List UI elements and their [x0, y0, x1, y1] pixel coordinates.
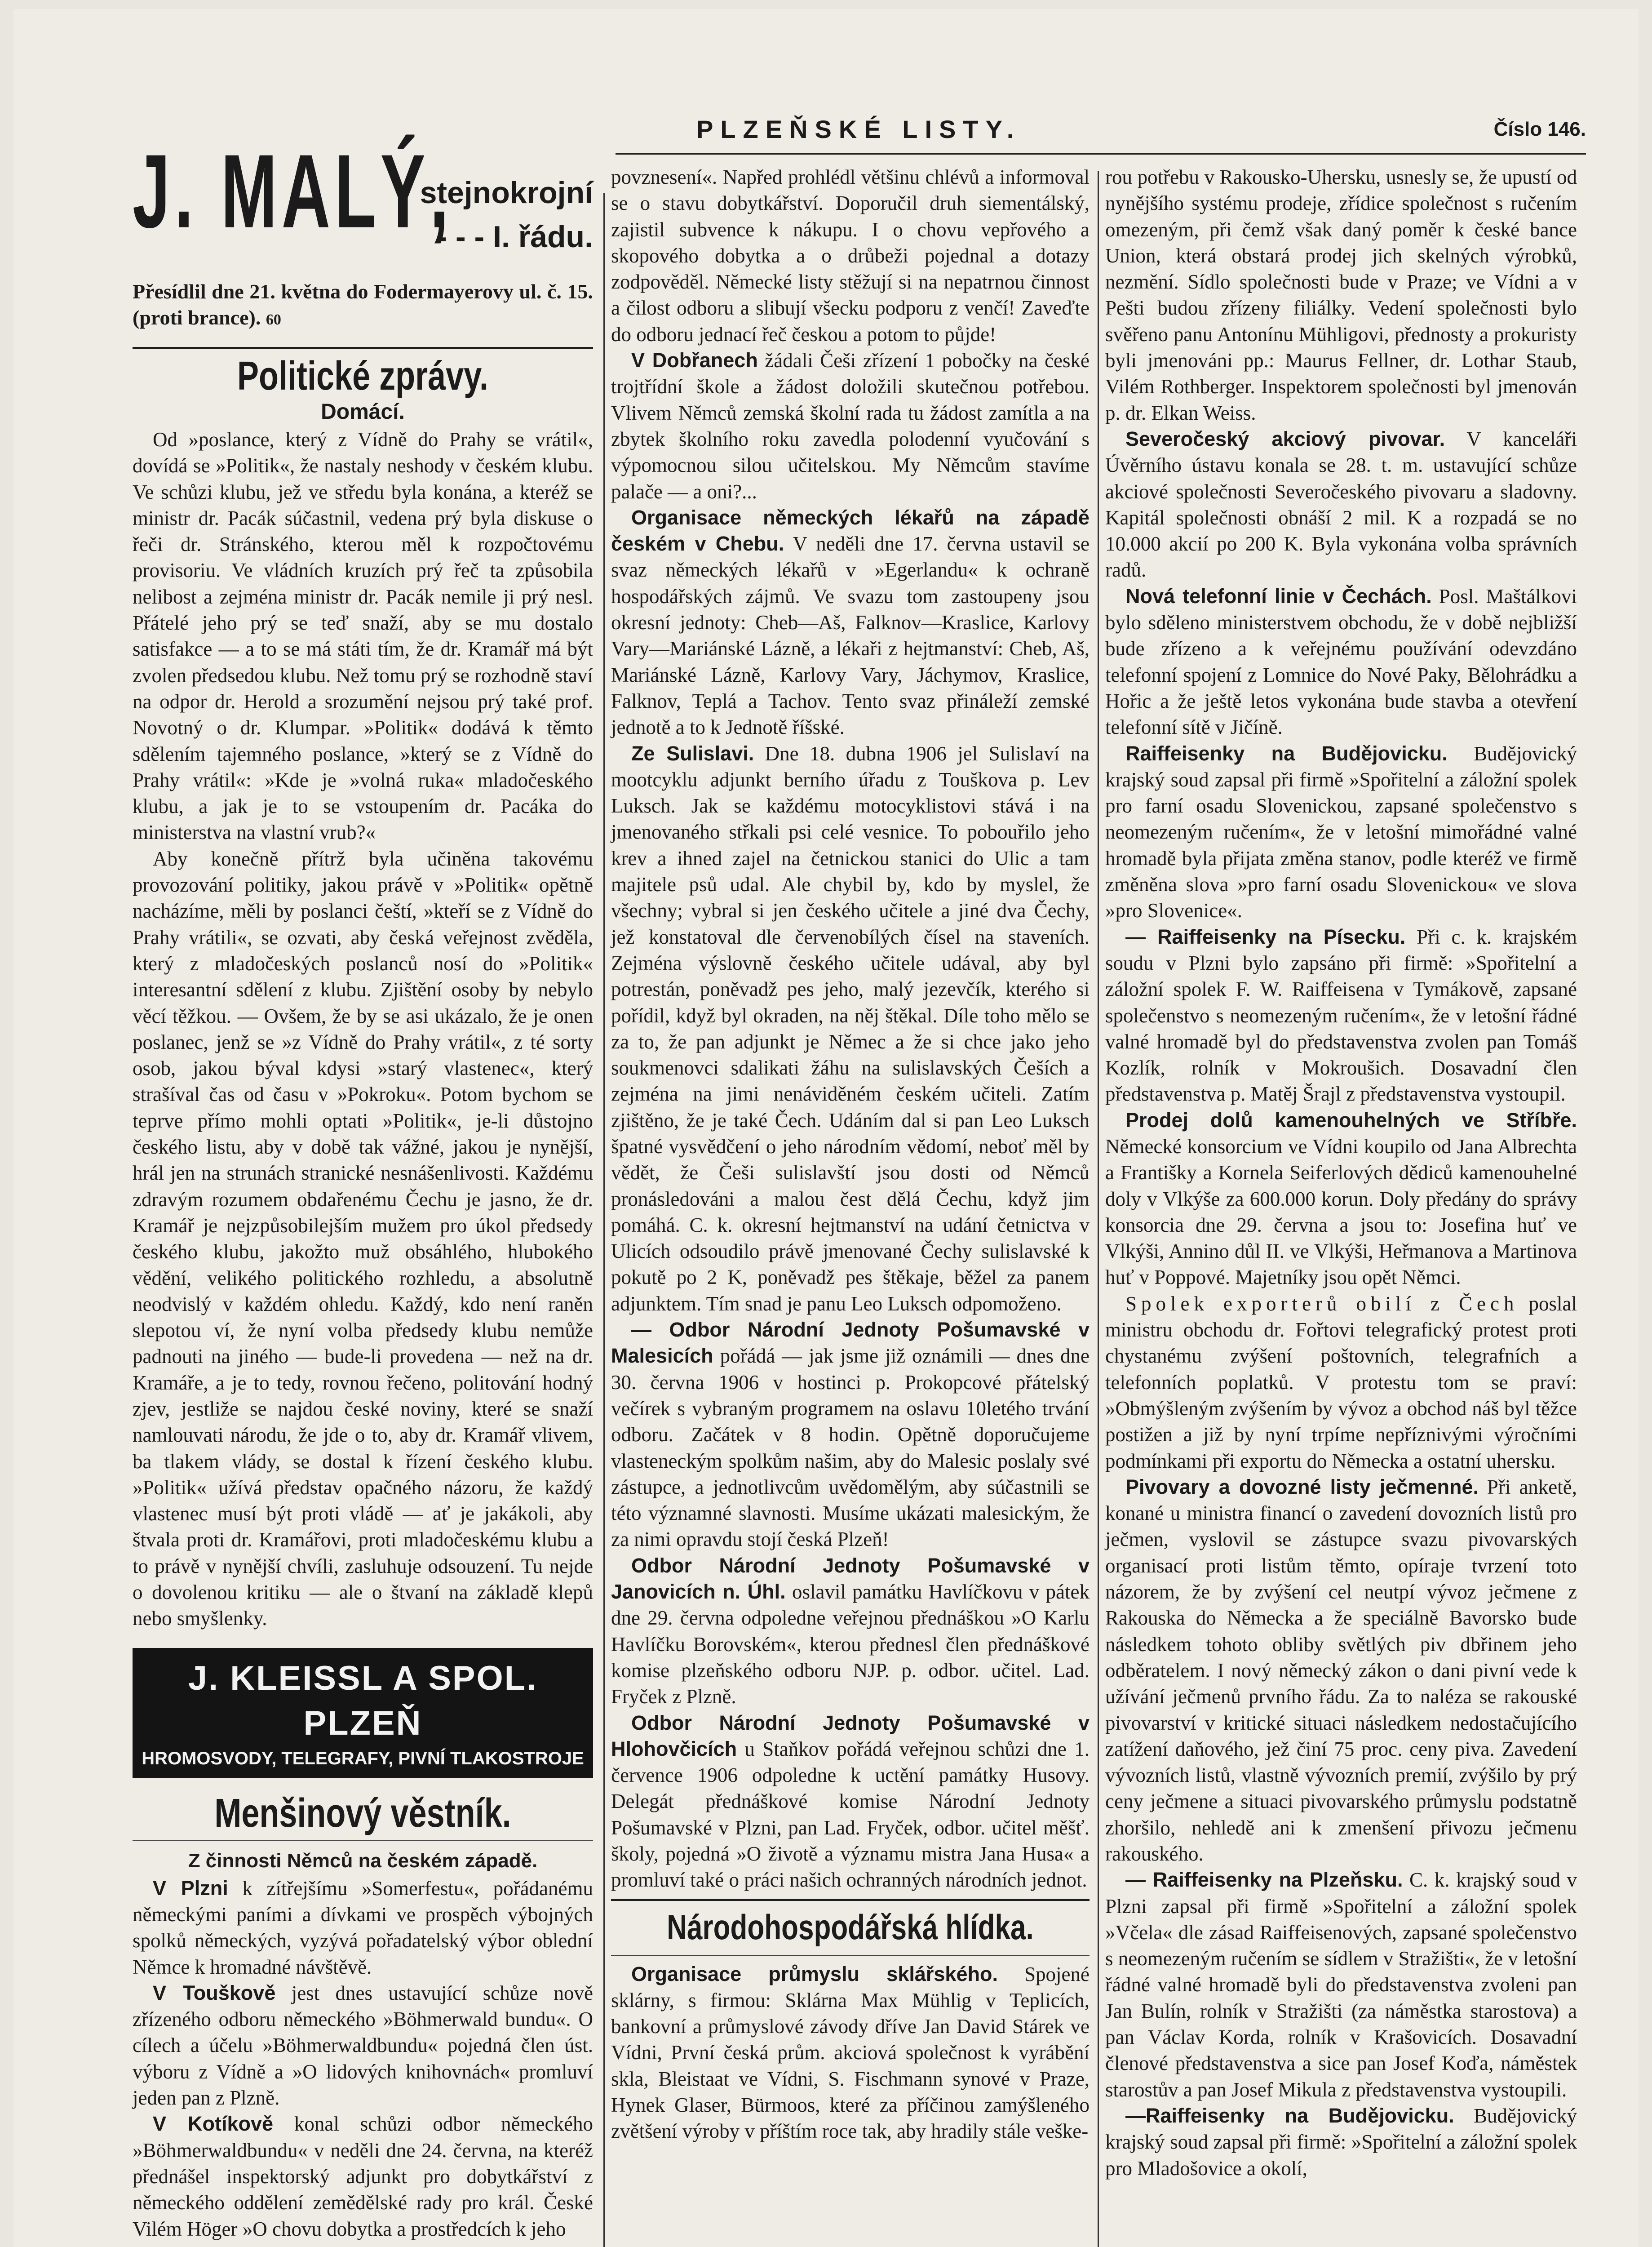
paragraph-lead: Pivovary a dovozné listy ječmenné.: [1125, 1475, 1479, 1498]
article-paragraph: [1105, 1867, 1577, 2103]
paragraph-text: u Staňkov pořádá veřejnou schůzi dne 1. července 1906 odpoledne k uctění památky Husovy. Delegát přednáškové komise Národní Jednoty Pošumavské v Plzni, pan Lad. Fryček, odbor. učitel měšť. školy, pojedná »O životě a významu mistra Jana Husa« a promluví také o práci našich ochranných národních jednot.: [611, 1737, 1090, 1892]
article-paragraph: [1105, 1107, 1577, 1291]
ad-maly-address-text: Přesídlil dne 21. května do Fodermayerovy ul. č. 15. (proti brance).: [133, 280, 593, 329]
article-paragraph: [611, 1317, 1090, 1553]
paragraph-lead: Odbor Národní Jednoty Pošumavské v Hlohovčicích: [611, 1711, 1090, 1760]
paragraph-lead: — Raiffeisenky na Písecku.: [1125, 925, 1406, 948]
paragraph-lead: V Plzni: [153, 1876, 228, 1900]
newspaper-page: [13, 9, 1639, 2247]
paragraph-text: poslal ministru obchodu dr. Fořtovi telegrafický protest proti chystanému zvýšení poštovních, telegrafních a telefonních poplatků. V protestu tom se praví: »Obmýšleným zvýšením by vývoz a obchod náš byl těžce postižen a již by nyní trpíme nepříznivými výročními podmínkami při exportu do Německa a ostatní uhersku.: [1105, 1292, 1577, 1472]
paragraph-text: V kanceláři Úvěrního ústavu konala se 28. t. m. ustavující schůze akciové společnosti Severočeského pivovaru a sladovny. Kapitál společnosti obnáší 2 mil. K a rozpadá se no 10.000 akcií po 200 K. Byla vykonána volba správních radů.: [1105, 427, 1577, 582]
paragraph-text: Posl. Maštálkovi bylo sděleno ministerstvem obchodu, že v době nejbližší bude zřízeno a k veřejnému používání odevzdáno telefonní spojení z Lomnice do Nové Paky, Bělohrádku a Hořic a že ještě letos vykonána bude stavba a otevření telefonní sítě v Jičíně.: [1105, 585, 1577, 739]
article-paragraph: Aby konečně přítrž byla učiněna takovému provozování politiky, jakou právě v »Politik« opětně nacházíme, měli by poslanci čeští, »kteří se z Vídně do Prahy vrátili«, se ozvati, aby česká veřejnost zvěděla, který z mladočeských poslanců nosí do »Politik« interesantní sdělení z klubu. Zjištění osoby by nebylo věcí těžkou. — Ovšem, že by se asi ukázalo, že je onen poslanec, jenž se »z Vídně do Prahy vrátil«, z té sorty osob, jakou býval kdysi »starý vlastenec«, který strašíval čas od času v »Pokroku«. Potom bychom se teprve přímo mohli optati »Politik«, je-li důstojno českého listu, aby v době tak vážné, jakou je nynější, hrál jen na strunách stranické nesnášenlivosti. Každému zdravým rozumem obdařenému Čechu je jasno, že dr. Kramář je nejzpůsobilejším mužem pro úkol předsedy českého klubu, jakožto muž obsáhlého, hlubokého vědění, velikého politického rozhledu, a absolutně neodvislý v každém ohledu. Každý, kdo není raněn slepotou ví, že nyní volba předsedy klubu nemůže padnouti na jiného — bude-li provedena — než na dr. Kramáře, a je to tedy, rovnou řečeno, politování hodný zjev, jestliže se najdou české noviny, které se snaží namlouvati národu, že jde o to, aby dr. Kramář vlivem, ba tlakem vlády, se dostal k řízení českého klubu. »Politik« užívá představ opačného názoru, že každý vlastenec musí být proti vládě — ať je jakákoli, aby štvala proti dr. Kramářovi, proti mladočeskému klubu a to právě v nynější chvíli, zasluhuje odsouzení. Tu nejde o dovolenou kritiku — ale o štvaní na základě klepů nebo smyšlenky.: [133, 847, 593, 1630]
ad-maly-rank: - - - I. řádu.: [437, 220, 593, 254]
paragraph-lead: V Touškově: [153, 1981, 276, 2004]
ad-kleissl-products: HROMOSVODY, TELEGRAFY, PIVNÍ TLAKOSTROJE: [142, 1748, 584, 1768]
paragraph-text: Při anketě, konané u ministra financí o zavedení dovozních listů pro ječmen, vyslovil se zástupce svazu pivovarských organisací proti listům těmto, opíraje tvrzení toto názorem, že by zvýšení cel neutpí vývoz ječmene z Rakouska do Německa a že speciálně Bavorsko bude následkem tohoto obliby světlých piv dbřinem jeho odběratelem. I nový německý zákon o dani pivní vede k užívání ječmenů prvního řádu. Za to naléza se rakouské pivovarství v kritické situaci následkem nedostačujícího zatížení daňového, jež činí 75 proc. ceny piva. Zavedení vývozních listů, vlastně vývozních premií, zvýšilo by prý ceny ječmene a situaci pivovarského průmyslu podstatně zhoršilo, nehledě ani k zmenšení přivozu ječmenu rakouského.: [1105, 1475, 1577, 1865]
article-paragraph: [133, 1980, 593, 2111]
paragraph-lead: Organisace průmyslu sklářského.: [631, 1962, 998, 1985]
section-title-economy: Národohospodářská hlídka.: [667, 1908, 1034, 1947]
column-rule-2: [1098, 171, 1099, 2247]
paragraph-text: C. k. krajský soud v Plzni zapsal při firmě »Spořitelní a záložní spolek »Včela« dle zásad Raiffeisenových, zapsané společenstvo s neomezeným ručením se sídlem v Stražišti«, že v letošní řádné valné hromadě byli do představenstva zvoleni pan Jan Bulín, rolník v Stražišti (za náměstka starostova) a pan Václav Korda, rolník v Krašovicích. Dosavadní členové představenstva a sice pan Josef Koďa, náměstek starostův a pan Josef Mikula z představenstva vystoupili.: [1105, 1869, 1577, 2101]
paragraph-text: k zítřejšímu »Somerfestu«, pořádanému německými paními a dívkami ve prospěch výbojných spolků německých, vyzývá pořadatelský výbor oblední Němce k hromadné návštěvě.: [133, 1877, 593, 1978]
article-paragraph: [1105, 741, 1577, 924]
paragraph-text: konal schůzi odbor německého »Böhmerwaldbundu« v neděli dne 24. června, na kteréž přednášel inspektorský adjunkt pro dobytkářství z německého oddělení zemědělské rady pro král. České Vilém Höger »O chovu dobytka a prostředcích k jeho: [133, 2113, 593, 2240]
paragraph-lead: —Raiffeisenky na Budějovicku.: [1125, 2104, 1454, 2127]
divider: [611, 1899, 1090, 1901]
article-paragraph: [1105, 164, 1577, 426]
issue-number: Číslo 146.: [1493, 118, 1586, 140]
paragraph-lead: V Kotíkově: [153, 2112, 274, 2136]
article-paragraph: [611, 164, 1090, 347]
article-paragraph: Od »poslance, který z Vídně do Prahy se vrátil«, dovídá se »Politik«, že nastaly neshody v českém klubu. Ve schůzi klubu, jež ve středu byla konána, a kteréž se ministr dr. Pacák súčastnil, vedena prý byla diskuse o řeči dr. Stránského, kterou měl k rozpočtovému provisoriu. Ve vládních kruzích prý řeč ta způsobila nelibost a zejména ministr dr. Pacák nemile ji prý nesl. Přátelé jeho prý se teď snaží, aby se mu dostalo satisfakce — a to se má státi tím, že dr. Kramář má být zvolen předsedou klubu. Než tomu prý se rozhodně staví na odpor dr. Herold a srozumění nejsou prý také prof. Novotný o dr. Klumpar. »Politik« dodává k těmto sdělením tajemného poslance, »který se z Vídně do Prahy vrátil«: »Kde je »volná ruka« mladočeského klubu, a jak je to se vstoupením dr. Pacáka do ministerstva na vlastní vrub?«: [133, 428, 593, 844]
paragraph-lead: Raiffeisenky na Budějovicku.: [1125, 742, 1448, 765]
paragraph-lead: Nová telefonní linie v Čechách.: [1125, 584, 1432, 608]
section-subtitle-domestic: Domácí.: [321, 400, 405, 424]
column-1: [133, 132, 593, 2242]
paragraph-lead: Ze Sulislavi.: [631, 742, 754, 765]
article-paragraph: [611, 1553, 1090, 1710]
article-paragraph: [1105, 2103, 1577, 2181]
paragraph-lead: V Dobřanech: [631, 349, 758, 372]
article-paragraph: [611, 347, 1090, 505]
ad-maly-ref: 60: [266, 311, 281, 328]
header-rule: [616, 153, 1586, 155]
paragraph-lead: Organisace německých lékařů na západě českém v Chebu.: [611, 506, 1090, 555]
paragraph-text: rou potřebu v Rakousko-Uhersku, usnesly se, že upustí od nynějšího systému prodeje, zřídice společnost s ručením omezeným, při čemž však daný poměr k české bance Union, která obstará prodej jich skelných výrobků, nezmění. Sídlo společnosti bude v Praze; ve Vídni a v Pešti budou zřízeny filiálky. Vedení společnosti bylo svěřeno panu Antonínu Mühligovi, přednosty a prokuristy byli jmenováni pp.: Maurus Fellner, dr. Lothar Staub, Vilém Rothberger. Inspektorem společnosti byl jmenován p. dr. Elkan Weiss.: [1105, 166, 1577, 424]
column-rule-1: [603, 193, 605, 2247]
paragraph-text: Při c. k. krajském soudu v Plzni bylo zapsáno při firmě: »Spořitelní a záložní spolek F. W. Raiffeisena v Tymákově, zapsané společenstvo s neomezeným ručením«, že v letošní řádné valné hromadě byl do představenstva zvolen pan Tomáš Kozlík, rolník v Mokroušich. Dosavadní člen představenstva p. Matěj Šrajl z představenstva vystoupil.: [1105, 925, 1577, 1106]
paragraph-lead: Spolek exporterů obilí z Čech: [1125, 1292, 1519, 1315]
paragraph-text: Budějovický krajský soud zapsal při firmě »Spořitelní a záložní spolek pro farní osadu Slovenickou, zapsané společenstvo s neomezeným ručením«, že v letošní mimořádné valné hromadě byla přijata změna stanov, podle kteréž ve firmě změněna slova »pro farní osadu Slovenickou« ve slova »pro Slovenice«.: [1105, 742, 1577, 922]
paragraph-lead: Prodej dolů kamenouhelných ve Stříbře.: [1125, 1108, 1577, 1132]
section-subtitle-minority: Z činnosti Němců na českém západě.: [188, 1849, 538, 1872]
article-paragraph: [611, 1710, 1090, 1893]
paragraph-lead: Odbor Národní Jednoty Pošumavské v Janovicích n. Úhl.: [611, 1554, 1090, 1603]
article-paragraph: [611, 1961, 1090, 2145]
paragraph-text: jest dnes ustavující schůze nově zřízeného odboru německého »Böhmerwald bundu«. O cílech a účelu »Böhmerwaldbundu« pojedná člen úst. výboru z Vídně a »O lidových knihovnách« promluví jeden pan z Plzně.: [133, 1981, 593, 2109]
column-2: [611, 164, 1090, 2145]
paragraph-text: oslavil památku Havlíčkovu v pátek dne 29. června odpoledne veřejnou přednáškou »O Karlu Havlíčku Borovském«, kterou přednesl člen přednáškové komise plzeňského odboru NJP. p. odbor. učitel. Lad. Fryček z Plzně.: [611, 1581, 1090, 1708]
article-paragraph: [1105, 924, 1577, 1107]
ad-maly-address: [133, 279, 593, 333]
article-paragraph: [1105, 1474, 1577, 1867]
paragraph-lead: Severočeský akciový pivovar.: [1125, 427, 1445, 450]
paragraph-text: žádali Češi zřízení 1 pobočky na české trojtřídní škole a žádost doložili skutečnou potřebou. Vlivem Němců zemská školní rada tu žádost zamítla a na zbytek školního roku zavedla polodenní vyučování s výpomocnou silou učitelskou. My Němcům stavíme palače — a oni?...: [611, 349, 1090, 503]
paragraph-text: povznesení«. Napřed prohlédl většinu chlévů a informoval se o stavu dobytkářství. Doporučil druh siementálský, zajistil subvence k nákupu. I o chovu vepřového a skopového dobytka a o drůbeži pojednal a dotazy zodpověděl. Německé listy stěžují si na nepatrnou činnost a čilost odboru a slibují všecku podporu z venčí! Zaveďte do odboru jednací řeč českou a potom to půjde!: [611, 166, 1090, 346]
paragraph-text: Spojené sklárny, s firmou: Sklárna Max Mühlig v Teplicích, bankovní a průmyslové závody dříve Jan David Stárek ve Vídni, První česká prům. akciová společnost k vyrábění skla, Bleistaat ve Vídni, S. Fischmann synové v Praze, Hynek Glaser, Bürmoos, které za příčinou zamýšleného zvětšení výroby v příštím roce tak, aby hradily stále veške-: [611, 1963, 1090, 2143]
paragraph-text: Budějovický krajský soud zapsal při firmě: »Spořitelní a záložní spolek pro Mladošovice a okolí,: [1105, 2104, 1577, 2180]
paragraph-lead: — Odbor Národní Jednoty Pošumavské v Malesicích: [611, 1318, 1090, 1368]
paragraph-text: V neděli dne 17. června ustavil se svaz německých lékařů v »Egerlandu« k ochraně hospodářských zájmů. Ve svazu tom zastoupeny jsou okresní jednoty: Cheb—Aš, Falknov—Kraslice, Karlovy Vary—Mariánské Lázně, a lékaři z hejtmanství: Cheb, Aš, Mariánské Lázně, Karlovy Vary, Jáchymov, Kraslice, Falknov, Teplá a Tachov. Tento svaz přináleží zemské jednotě a to k Jednotě říšské.: [611, 533, 1090, 739]
article-paragraph: [1105, 426, 1577, 583]
paragraph-lead: — Raiffeisenky na Plzeňsku.: [1125, 1868, 1403, 1892]
article-paragraph: [1105, 583, 1577, 741]
paragraph-text: pořádá — jak jsme již oznámili — dnes dne 30. června 1906 v hostinci p. Prokopcové přátelský večírek s vybraným programem na oslavu 10letého trvání odboru. Začátek v 8 hodin. Opětně doporučujeme vlasteneckým spolkům našim, aby do Malesic poslaly své zástupce, a jednotlivcům uvědomělým, aby súčastnili se této významné slavnosti. Musíme ukázati malesickým, že za nimi opravdu stojí česká Plzeň!: [611, 1345, 1090, 1551]
paragraph-text: Německé konsorcium ve Vídni koupilo od Jana Albrechta a Františky a Kornela Seiferlových dědiců kamenouhelné doly v Vlkýše za 600.000 korun. Doly předány do správy konsorcia dne 29. června a jsou to: Josefina huť ve Vlkýši, Annino důl II. ve Vlkýši, Heřmanova a Martinova huť v Poppové. Majetníky jsou opět Němci.: [1105, 1135, 1577, 1289]
article-paragraph: [133, 1875, 593, 1980]
article-paragraph: [611, 505, 1090, 741]
advertisement-maly: [133, 132, 593, 342]
ad-maly-trade: stejnokrojní: [420, 176, 593, 210]
article-paragraph: [1105, 1291, 1577, 1474]
advertisement-kleissl: [133, 1648, 593, 1778]
section-title-minority: Menšinový věstník.: [214, 1790, 511, 1836]
ad-maly-name: J. MALÝ,: [133, 132, 453, 250]
page-header: [616, 110, 1586, 153]
ad-kleissl-name: J. KLEISSL A SPOL. PLZEŇ: [188, 1659, 538, 1742]
column-3: [1105, 164, 1577, 2181]
newspaper-title: PLZEŇSKÉ LISTY.: [696, 115, 1021, 143]
section-title-political: Politické zprávy.: [237, 354, 488, 399]
paragraph-text: Dne 18. dubna 1906 jel Sulislaví na mootcyklu adjunkt berního úřadu z Touškova p. Lev Luksch. Jak se každému motocyklistovi stává i na jmenovaného střkali psi celé vesnice. To pobouřilo jeho krev a ihned zajel na četnickou stanici do Ulic a tam majitele psů udal. Ale chybil by, kdo by myslel, že všechny; vybral si jen českého učitele a jiné dva Čechy, jež konstatoval dle červenobílých čísel na staveních. Zejména výslovně českého učitele udával, aby byl potrestán, poněvadž pes jeho, malý jezevčík, kterého si pořídil, když byl okraden, na něj štěkal. Díle toho mělo se za to, že pan adjunkt je Němec a že si chce jako jeho soukmenovci sdalikati žáhu na sulislavských Češích a zejména na jimi nenáviděném českém učiteli. Zatím zjištěno, že je také Čech. Udáním dal si pan Leo Luksch špatné vysvědčení o jeho národním vědomí, neboť měl by vědět, že Češi sulislavští jsou dosti od Němců pronásledováni a malou čest dělá Čechu, když jim pomáhá. C. k. okresní hejtmanství na udání četnictva v Ulicích odsoudilo právě jmenované Čechy sulislavské k pokutě po 2 K, poněvadž pes štěkaje, běžel za panem adjunktem. Tím snad je panu Leo Luksch odpomoženo.: [611, 742, 1090, 1315]
article-paragraph: [133, 2111, 593, 2242]
article-paragraph: [611, 741, 1090, 1317]
